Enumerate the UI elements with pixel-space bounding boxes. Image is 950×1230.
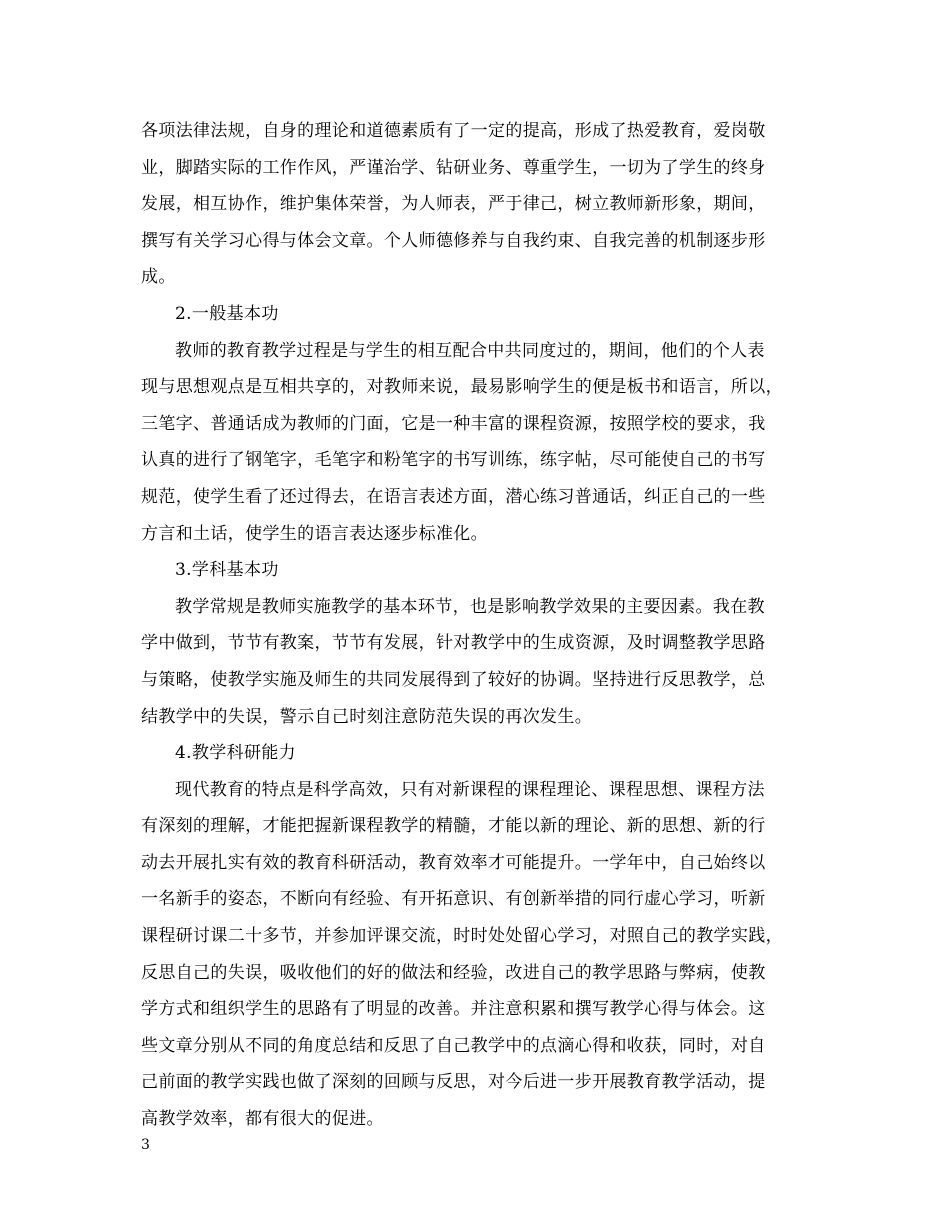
text-line: 一名新手的姿态，不断向有经验、有开拓意识、有创新举措的同行虚心学习，听新 bbox=[141, 889, 766, 910]
text-line: 教师的教育教学过程是与学生的相互配合中共同度过的，期间，他们的个人表 bbox=[175, 340, 765, 361]
text-line: 方言和土话，使学生的语言表达逐步标准化。 bbox=[141, 523, 488, 544]
text-line: 4.教学科研能力 bbox=[175, 743, 297, 764]
text-line: 学中做到，节节有教案，节节有发展，针对教学中的生成资源，及时调整教学思路 bbox=[141, 633, 766, 654]
text-line: 己前面的教学实践也做了深刻的回顾与反思，对今后进一步开展教育教学活动，提 bbox=[141, 1072, 766, 1093]
text-line: 现代教育的特点是科学高效，只有对新课程的课程理论、课程思想、课程方法 bbox=[175, 779, 765, 800]
text-line: 撰写有关学习心得与体会文章。个人师德修养与自我约束、自我完善的机制逐步形 bbox=[141, 230, 766, 251]
page-number: 3 bbox=[141, 1137, 150, 1153]
text-line: 课程研讨课二十多节，并参加评课交流，时时处处留心学习，对照自己的教学实践， bbox=[141, 926, 783, 947]
text-line: 高教学效率，都有很大的促进。 bbox=[141, 1109, 384, 1130]
text-line: 三笔字、普通话成为教师的门面，它是一种丰富的课程资源，按照学校的要求，我 bbox=[141, 413, 766, 434]
text-line: 反思自己的失误，吸收他们的好的做法和经验，改进自己的教学思路与弊病，使教 bbox=[141, 962, 766, 983]
text-line: 认真的进行了钢笔字，毛笔字和粉笔字的书写训练，练字帖，尽可能使自己的书写 bbox=[141, 450, 766, 471]
text-line: 教学常规是教师实施教学的基本环节，也是影响教学效果的主要因素。我在教 bbox=[175, 596, 765, 617]
text-line: 有深刻的理解，才能把握新课程教学的精髓，才能以新的理论、新的思想、新的行 bbox=[141, 816, 766, 837]
text-line: 与策略，使教学实施及师生的共同发展得到了较好的协调。坚持进行反思教学，总 bbox=[141, 669, 766, 690]
text-line: 规范，使学生看了还过得去，在语言表述方面，潜心练习普通话，纠正自己的一些 bbox=[141, 486, 766, 507]
text-line: 结教学中的失误，警示自己时刻注意防范失误的再次发生。 bbox=[141, 706, 593, 727]
text-line: 3.学科基本功 bbox=[175, 560, 279, 581]
document-body bbox=[141, 113, 817, 1138]
text-line: 学方式和组织学生的思路有了明显的改善。并注意积累和撰写教学心得与体会。这 bbox=[141, 999, 766, 1020]
text-line: 些文章分别从不同的角度总结和反思了自己教学中的点滴心得和收获，同时，对自 bbox=[141, 1035, 766, 1056]
text-line: 动去开展扎实有效的教育科研活动，教育效率才可能提升。一学年中，自己始终以 bbox=[141, 852, 766, 873]
text-line: 业，脚踏实际的工作作风，严谨治学、钻研业务、尊重学生，一切为了学生的终身 bbox=[141, 157, 766, 178]
text-line: 现与思想观点是互相共享的，对教师来说，最易影响学生的便是板书和语言，所以， bbox=[141, 377, 783, 398]
text-line: 各项法律法规，自身的理论和道德素质有了一定的提高，形成了热爱教育，爱岗敬 bbox=[141, 121, 766, 141]
text-line: 2.一般基本功 bbox=[175, 303, 279, 324]
text-line: 发展，相互协作，维护集体荣誉，为人师表，严于律己，树立教师新形象，期间， bbox=[141, 194, 766, 215]
text-line: 成。 bbox=[141, 267, 176, 288]
